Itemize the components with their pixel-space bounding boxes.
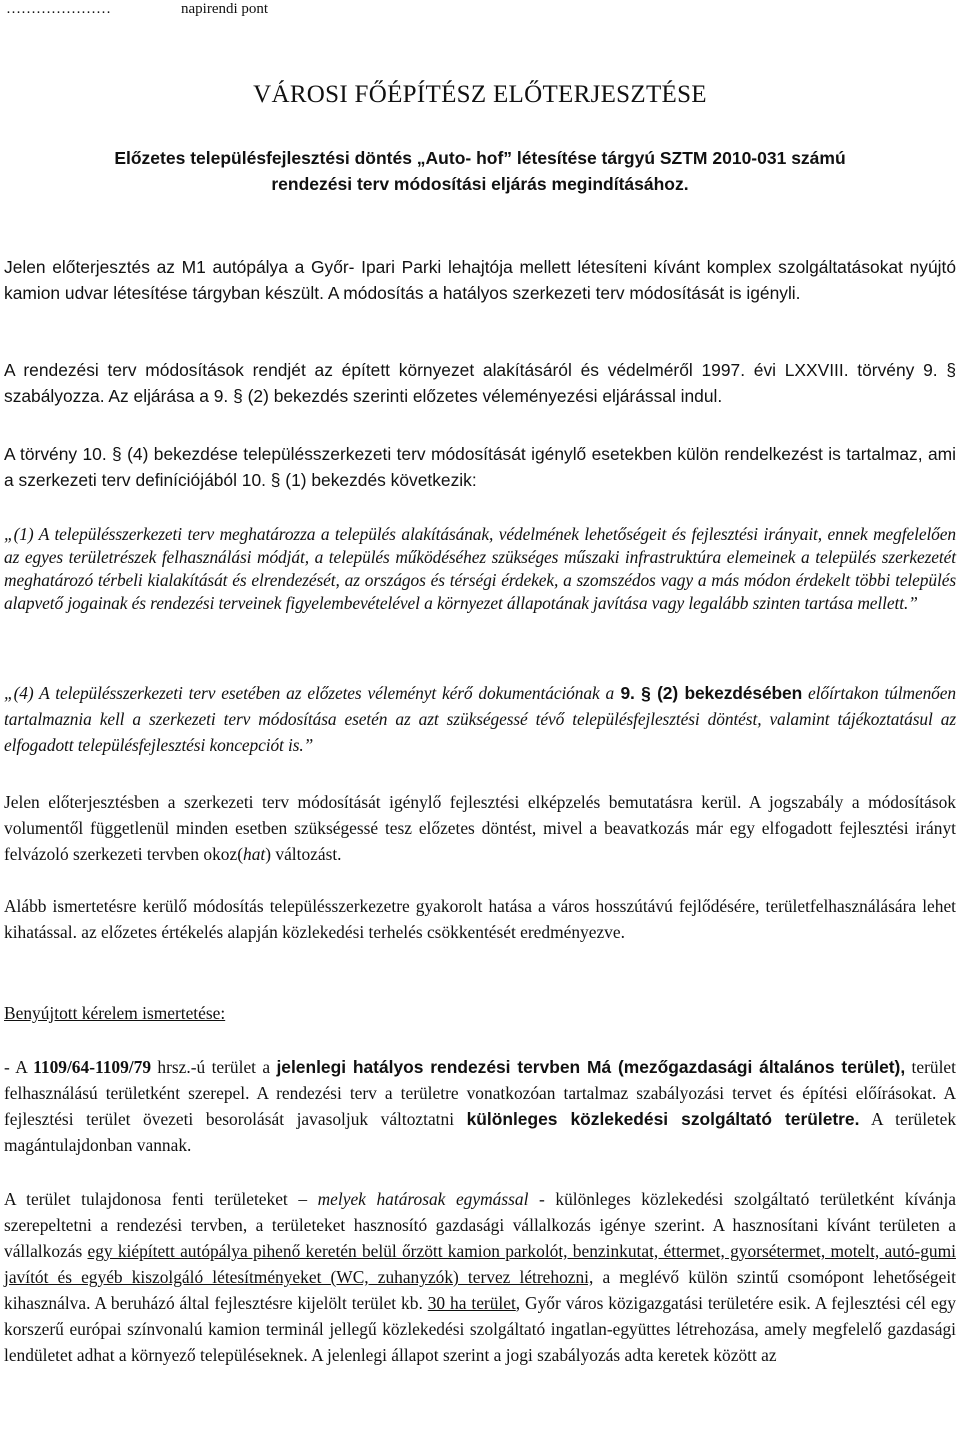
quote-article-10-4: [4, 680, 956, 758]
quote-article-10-4-end: előírtakon túlmenően tartalmaznia kell a szerkezeti terv módosítása esetén az azt szükségessé tévő településfejlesztési döntést, valamint tájékoztatásul az elfogadott településfejlesztési koncepciót is.”: [4, 683, 956, 755]
paragraph-request-text-2: terület felhasználású területként szerepel. A rendezési terv a területre vonatkozóan tartalmaz szabályozási tervet és építési előírásokat. A fejlesztési terület övezeti besorolását javasoljuk változtatni: [4, 1057, 956, 1129]
section-heading: [4, 1000, 956, 1026]
paragraph-intro-sentence: A módosítás a hatályos szerkezeti terv módosítását is igényli.: [323, 283, 801, 303]
quote-article-10-1: „(1) A településszerkezeti terv meghatározza a település alakításának, védelmének lehetőségeit és fejlesztési irányait, ennek megfelelően az egyes területrészek felhasználási módját, a település működéséhez szükséges műszaki infrastruktúra elemeinek a település szerkezetét meghatározó térbeli kialakítását és elrendezését, az országos és térségi érdekek, a szomszédos vagy a más módon érdekelt többi település alapvető jogainak és rendezési terveinek figyelembevételével a környezet állapotának javítása vagy legalább szinten tartása mellett.”: [4, 524, 956, 613]
agenda-number-dots: …………………: [6, 1, 111, 17]
agenda-point-label: napirendi pont: [181, 1, 269, 17]
paragraph-request-text-3: A területek magántulajdonban vannak.: [4, 1109, 957, 1155]
proposed-zoning: különleges közlekedési szolgáltató területre.: [466, 1109, 860, 1129]
document-title: VÁROSI FŐÉPÍTÉSZ ELŐTERJESZTÉSE: [253, 81, 707, 108]
paragraph-owner-text-2: - különleges közlekedési szolgáltató területként kívánja szerepeltetni a rendezési tervben, a területeket hasznosító gazdasági vállalkozás igénye szerint. A hasznosítani kívánt területen a vállalkozás: [4, 1189, 957, 1261]
paragraph-request-dash: - A: [4, 1057, 34, 1077]
paragraph-owner-italic: melyek határosak egymással: [317, 1189, 529, 1209]
current-zoning: jelenlegi hatályos rendezési tervben Má (mezőgazdasági általános terület),: [276, 1057, 906, 1077]
paragraph-presentation-italic: hat: [243, 844, 266, 864]
area-size: 30 ha terület: [427, 1293, 516, 1313]
paragraph-owner-text-1: A terület tulajdonosa fenti területeket –: [4, 1189, 318, 1209]
planned-facilities: egy kiépített autópálya pihenő keretén belül őrzött kamion parkolót, benzinkutat, éttermet, gyorsétermet, motelt, autó-gumi javítót és egyéb kiszolgáló létesítményeket (WC, zuhanyzók) tervez létrehozni,: [4, 1241, 956, 1287]
paragraph-request: [4, 1054, 956, 1158]
section-heading-text: Benyújtott kérelem ismertetése:: [4, 1003, 226, 1023]
quote-article-10-4-reference: 9. § (2) bekezdésében: [614, 683, 803, 703]
document-subtitle: [0, 145, 960, 197]
subtitle-line-1: Előzetes településfejlesztési döntés „Auto- hof” létesítése tárgyú SZTM 2010-031 számú: [114, 148, 846, 168]
paragraph-presentation-text: Jelen előterjesztésben a szerkezeti terv módosítását igénylő fejlesztési elképzelés bemutatásra kerül. A jogszabály a módosítások volumentől függetlenül minden esetben szükségessé tesz előzetes döntést, mivel a beavatkozás már egy elfogadott fejlesztési irányt felvázoló szerkezeti tervben okoz(: [4, 792, 956, 864]
paragraph-presentation-end: ) változást.: [265, 844, 342, 864]
paragraph-owner: [4, 1186, 956, 1368]
paragraph-owner-text-3: a meglévő külön szintű csomópont lehetőségeit kihasználva. A beruházó által fejlesztésre kijelölt terület kb.: [4, 1267, 956, 1313]
header-line: [6, 0, 269, 18]
parcel-number: 1109/64-1109/79: [33, 1057, 152, 1077]
paragraph-presentation: [4, 789, 956, 867]
paragraph-law-article-10: A törvény 10. § (4) bekezdése településszerkezeti terv módosítását igénylő esetekben külön rendelkezést is tartalmaz, ami a szerkezeti terv definíciójából 10. § (1) bekezdés következik:: [4, 444, 956, 490]
paragraph-law: A rendezési terv módosítások rendjét az épített környezet alakításáról és védelméről 1997. évi LXXVIII. törvény 9. § szabályozza. Az eljárása a 9. § (2) bekezdés szerinti előzetes véleményezési eljárással indul.: [4, 360, 956, 406]
paragraph-request-text-1: hrsz.-ú terület a: [151, 1057, 277, 1077]
paragraph-owner-text-4: , Győr város közigazgatási területére esik. A fejlesztési cél egy korszerű európai színvonalú kamion terminál jellegű közlekedési szolgáltató ingatlan-együttes létrehozása, amely megfelelő gazdasági lendületet adhat a környező településeknek. A jelenlegi állapot szerint a jogi szabályozás adta keretek között az: [4, 1293, 956, 1365]
paragraph-intro-text: Jelen előterjesztés az M1 autópálya a Győr- Ipari Parki lehajtója mellett létesíteni kívánt komplex szolgáltatásokat nyújtó kamion udvar létesítése tárgyban készült.: [4, 257, 956, 303]
paragraph-impact: Alább ismertetésre kerülő módosítás településszerkezetre gyakorolt hatása a város hosszútávú fejlődésére, területfelhasználására lehet kihatással. az előzetes értékelés alapján közlekedési terhelés csökkentését eredményezve.: [4, 896, 956, 942]
quote-article-10-4-start: „(4) A településszerkezeti terv esetében az előzetes véleményt kérő dokumentációnak a: [4, 683, 615, 703]
subtitle-line-2: rendezési terv módosítási eljárás megindításához.: [271, 174, 689, 194]
paragraph-intro: [4, 254, 956, 306]
